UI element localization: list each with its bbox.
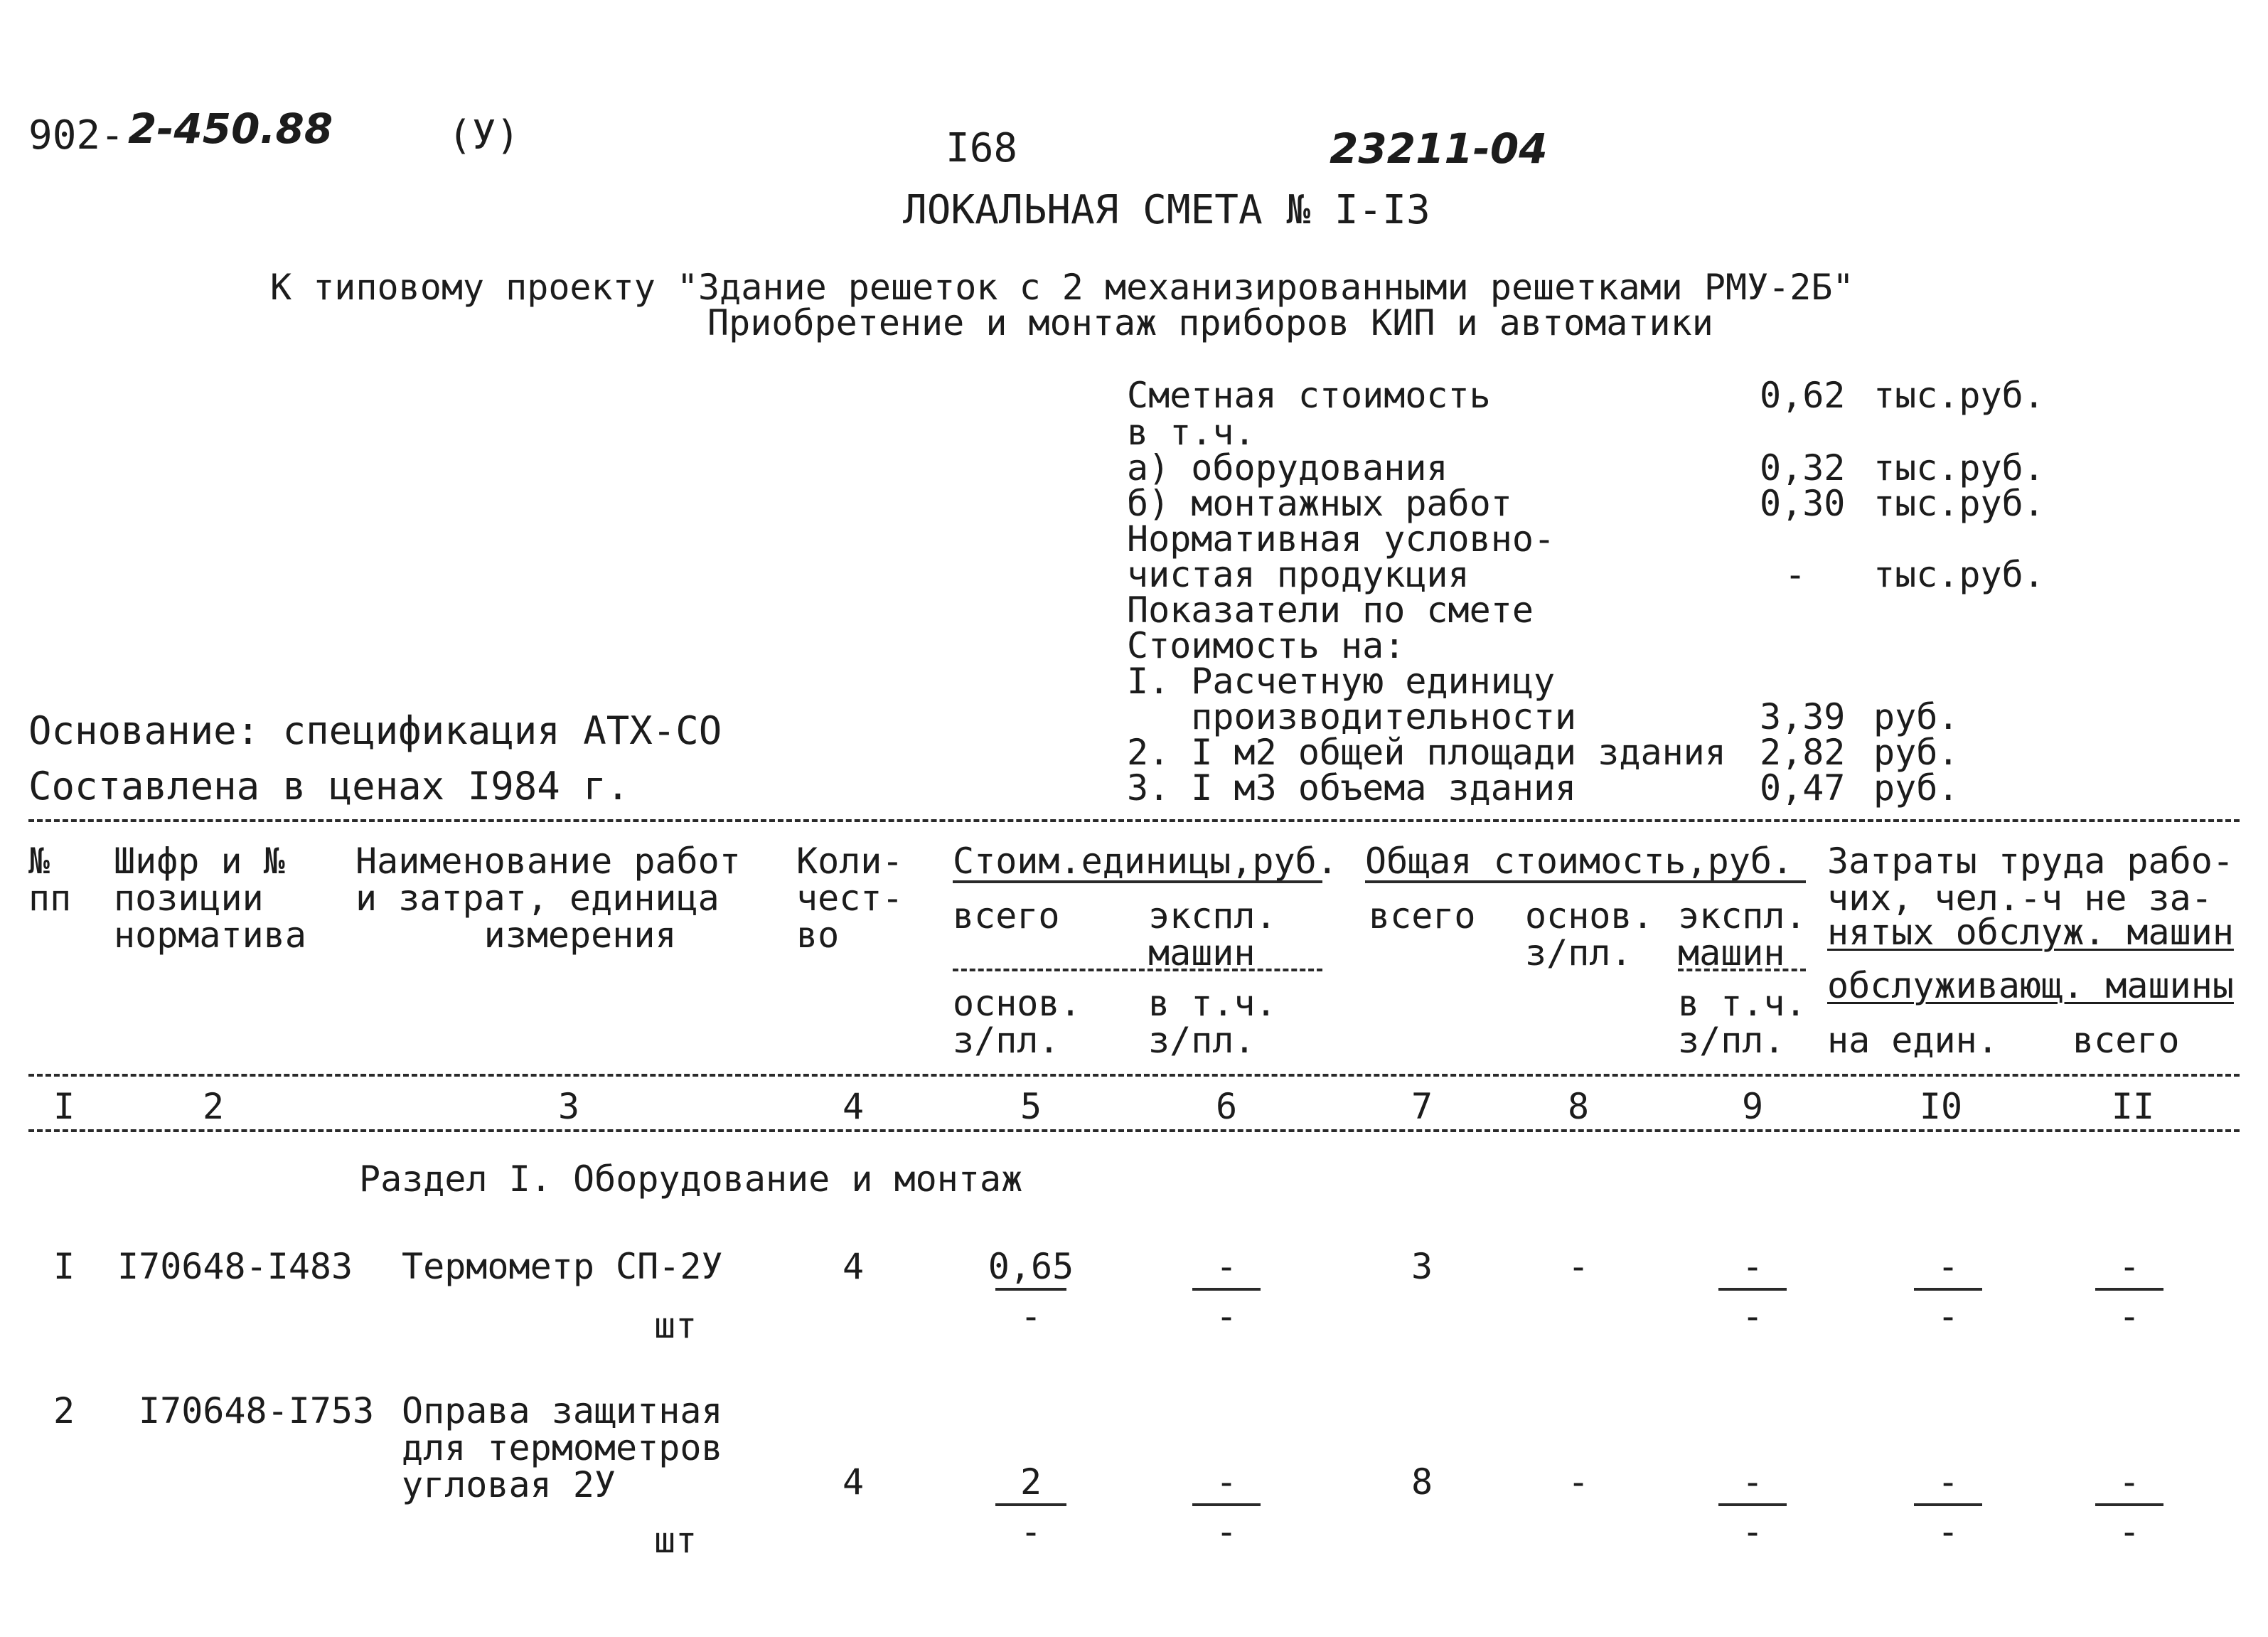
project-reference: К типовому проекту "Здание решеток с 2 механизированными решетками РМУ-2Б" bbox=[270, 267, 1854, 308]
row-labor-total: - bbox=[2118, 1461, 2141, 1503]
summary-label: I. Расчетную единицу bbox=[1127, 661, 1556, 702]
summary-value: 3,39 bbox=[1760, 696, 1846, 737]
summary-unit: руб. bbox=[1873, 732, 1959, 773]
row-labor-total: - bbox=[2118, 1246, 2141, 1287]
summary-unit: руб. bbox=[1873, 696, 1959, 737]
summary-value: 2,82 bbox=[1760, 732, 1846, 773]
row-unit-wage: - bbox=[1020, 1511, 1042, 1552]
col-header-number: № пп bbox=[28, 841, 72, 919]
fraction-line bbox=[995, 1288, 1066, 1291]
project-prefix: 902- bbox=[28, 112, 124, 159]
summary-label: Стоимость на: bbox=[1127, 625, 1406, 666]
column-number: 7 bbox=[1411, 1086, 1433, 1127]
row-number: 2 bbox=[53, 1390, 75, 1431]
summary-label: в т.ч. bbox=[1127, 412, 1256, 453]
col-header-labor-per-unit: на един. bbox=[1827, 1020, 1999, 1061]
header-top-rule bbox=[28, 819, 2240, 822]
unit-cost-underline bbox=[953, 880, 1322, 883]
summary-unit: руб. bbox=[1873, 767, 1959, 809]
page-number: I68 bbox=[946, 125, 1018, 171]
col-header-labor-total: всего bbox=[2072, 1020, 2180, 1061]
col-header-total-machine: экспл. машин bbox=[1678, 895, 1807, 974]
unit-subrule bbox=[953, 969, 1322, 971]
col-group-total-cost: Общая стоимость,руб. bbox=[1365, 841, 1794, 882]
column-number: 8 bbox=[1567, 1086, 1590, 1127]
column-number: 3 bbox=[557, 1086, 580, 1127]
row-unit: шт bbox=[654, 1520, 697, 1561]
section-title: Раздел I. Оборудование и монтаж bbox=[359, 1158, 1023, 1200]
column-number: II bbox=[2111, 1086, 2155, 1127]
row-unit: шт bbox=[654, 1305, 697, 1346]
col-header-unit-wage: основ. з/пл. bbox=[953, 983, 1081, 1061]
row-name: Термометр СП-2У bbox=[402, 1246, 723, 1287]
fraction-line bbox=[1914, 1288, 1982, 1291]
summary-label: чистая продукция bbox=[1127, 554, 1470, 595]
row-labor-total-2: - bbox=[2118, 1296, 2141, 1337]
fraction-line bbox=[2095, 1288, 2163, 1291]
row-quantity: 4 bbox=[842, 1461, 865, 1503]
project-number: 2-450.88 bbox=[128, 105, 333, 153]
header-bottom-rule bbox=[28, 1074, 2240, 1077]
fraction-line bbox=[1914, 1503, 1982, 1506]
row-labor-total-2: - bbox=[2118, 1511, 2141, 1552]
summary-label: б) монтажных работ bbox=[1127, 483, 1512, 524]
column-number: 5 bbox=[1020, 1086, 1042, 1127]
summary-unit: тыс.руб. bbox=[1873, 554, 2045, 595]
summary-unit: тыс.руб. bbox=[1873, 447, 2045, 489]
col-header-labor-idle: нятых обслуж. машин bbox=[1827, 912, 2234, 953]
row-total-machine-wage: - bbox=[1741, 1296, 1764, 1337]
row-labor-unit-2: - bbox=[1937, 1511, 1959, 1552]
stamp-mark: (У) bbox=[448, 112, 520, 159]
price-level: Составлена в ценах I984 г. bbox=[28, 764, 630, 809]
row-total: 8 bbox=[1411, 1461, 1433, 1503]
row-labor-unit-2: - bbox=[1937, 1296, 1959, 1337]
col-group-labor: Затраты труда рабо- чих, чел.-ч не за- bbox=[1827, 841, 2234, 919]
fraction-line bbox=[1718, 1503, 1787, 1506]
col-header-total-incl-wage: в т.ч. з/пл. bbox=[1678, 983, 1807, 1061]
work-description: Приобретение и монтаж приборов КИП и автоматики bbox=[707, 302, 1713, 343]
fraction-line bbox=[1192, 1503, 1261, 1506]
row-code: I70648-I753 bbox=[139, 1390, 375, 1431]
col-header-quantity: Коли- чест- во bbox=[796, 841, 904, 956]
column-number: 4 bbox=[842, 1086, 865, 1127]
fraction-line bbox=[1718, 1288, 1787, 1291]
col-header-total-all: всего bbox=[1369, 895, 1476, 937]
total-subrule bbox=[1678, 969, 1806, 971]
row-total-machine: - bbox=[1741, 1461, 1764, 1503]
row-unit-wage: - bbox=[1020, 1296, 1042, 1337]
summary-label: 3. I м3 объема здания bbox=[1127, 767, 1577, 809]
summary-value: - bbox=[1785, 554, 1807, 595]
fraction-line bbox=[1192, 1288, 1261, 1291]
summary-label: 2. I м2 общей площади здания bbox=[1127, 732, 1726, 773]
summary-value: 0,62 bbox=[1760, 375, 1846, 416]
row-labor-unit: - bbox=[1937, 1461, 1959, 1503]
summary-label: Сметная стоимость bbox=[1127, 375, 1491, 416]
column-number: I bbox=[53, 1086, 75, 1127]
row-quantity: 4 bbox=[842, 1246, 865, 1287]
column-number: 9 bbox=[1741, 1086, 1764, 1127]
col-header-code: Шифр и № позиции норматива bbox=[114, 841, 306, 956]
row-total-wage: - bbox=[1567, 1246, 1590, 1287]
document-number: 23211-04 bbox=[1330, 124, 1548, 173]
summary-unit: тыс.руб. bbox=[1873, 375, 2045, 416]
estimate-basis: Основание: спецификация АТХ-СО bbox=[28, 708, 722, 753]
column-number: I0 bbox=[1919, 1086, 1963, 1127]
summary-value: 0,32 bbox=[1760, 447, 1846, 489]
col-header-total-wage: основ. з/пл. bbox=[1525, 895, 1654, 974]
row-unit-machine-wage: - bbox=[1215, 1511, 1238, 1552]
column-number: 2 bbox=[202, 1086, 225, 1127]
col-header-unit-incl-wage: в т.ч. з/пл. bbox=[1148, 983, 1277, 1061]
row-labor-unit: - bbox=[1937, 1246, 1959, 1287]
summary-value: 0,47 bbox=[1760, 767, 1846, 809]
row-total-wage: - bbox=[1567, 1461, 1590, 1503]
row-name: Оправа защитная для термометров угловая 2У bbox=[402, 1390, 723, 1505]
summary-label: Показатели по смете bbox=[1127, 590, 1534, 631]
col-header-unit-machine: экспл. машин bbox=[1148, 895, 1277, 974]
total-cost-underline bbox=[1365, 880, 1806, 883]
row-unit-total: 2 bbox=[1020, 1461, 1042, 1503]
column-number: 6 bbox=[1215, 1086, 1238, 1127]
row-total: 3 bbox=[1411, 1246, 1433, 1287]
summary-label: а) оборудования bbox=[1127, 447, 1448, 489]
row-unit-machine: - bbox=[1215, 1461, 1238, 1503]
col-group-unit-cost: Стоим.единицы,руб. bbox=[953, 841, 1338, 882]
page-title: ЛОКАЛЬНАЯ СМЕТА № I-I3 bbox=[903, 187, 1430, 233]
col-header-name: Наименование работ и затрат, единица измерения bbox=[355, 841, 741, 956]
row-unit-machine-wage: - bbox=[1215, 1296, 1238, 1337]
summary-label: Нормативная условно- bbox=[1127, 518, 1556, 560]
fraction-line bbox=[995, 1503, 1066, 1506]
column-numbers-rule bbox=[28, 1129, 2240, 1132]
row-unit-total: 0,65 bbox=[988, 1246, 1074, 1287]
row-total-machine-wage: - bbox=[1741, 1511, 1764, 1552]
row-number: I bbox=[53, 1246, 75, 1287]
col-header-unit-total: всего bbox=[953, 895, 1060, 937]
row-unit-machine: - bbox=[1215, 1246, 1238, 1287]
summary-unit: тыс.руб. bbox=[1873, 483, 2045, 524]
row-total-machine: - bbox=[1741, 1246, 1764, 1287]
summary-label: производительности bbox=[1127, 696, 1577, 737]
summary-value: 0,30 bbox=[1760, 483, 1846, 524]
row-code: I70648-I483 bbox=[117, 1246, 353, 1287]
col-header-labor-serving: обслуживающ. машины bbox=[1827, 965, 2234, 1006]
fraction-line bbox=[2095, 1503, 2163, 1506]
